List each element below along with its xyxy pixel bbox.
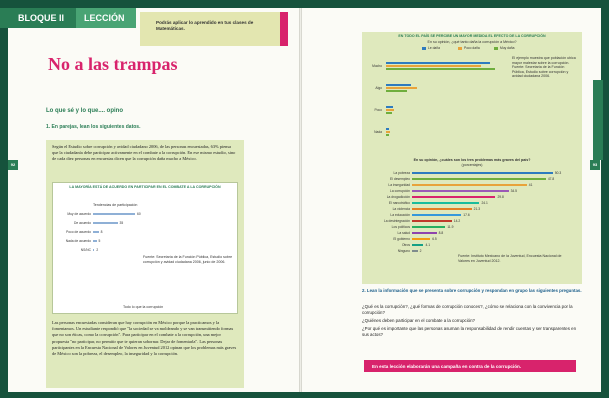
chart3-category-label: La salud <box>397 231 410 235</box>
chart2-bar <box>386 84 411 86</box>
chart3-value-label: 2 <box>419 249 422 253</box>
chart3-category-label: El gobierno <box>393 237 410 241</box>
chart2-bar <box>386 90 407 92</box>
chart3-bar <box>412 190 509 192</box>
chart3-category-label: La inseguridad <box>388 183 410 187</box>
chart1-category-label: Nada de acuerdo <box>65 239 91 243</box>
chart3-category-label: La violencia <box>392 207 410 211</box>
chart1-bar <box>93 231 99 233</box>
chart1-category-label: De acuerdo <box>73 221 91 225</box>
chart1-category-label: Muy de acuerdo <box>67 212 91 216</box>
chart3-value-label: 34.5 <box>510 189 518 193</box>
chart3-subtitle: (porcentajes) <box>461 163 483 167</box>
chart2-bar <box>386 109 394 111</box>
activity-instruction: 2. Lean la información que se presenta sobre corrupción y respondan en grupo las siguientes preguntas. <box>362 288 582 293</box>
chart2-legend-swatch <box>494 47 498 50</box>
chart1-category-label: Poco de acuerdo <box>66 230 91 234</box>
chart2-bar <box>386 68 495 70</box>
chart2-bar <box>386 131 390 133</box>
chart2-bar <box>386 134 389 136</box>
left-info-box <box>46 140 244 388</box>
chart1-value-label: 35 <box>119 221 124 225</box>
page-number-left: 92 <box>8 160 18 170</box>
chart3-value-label: 17.6 <box>463 213 470 217</box>
side-tab <box>593 80 603 160</box>
page-number-right: 93 <box>590 160 600 170</box>
chart1-value-label: 5 <box>98 239 101 243</box>
chart1-value-label: 8 <box>100 230 103 234</box>
leccion-label: LECCIÓN <box>76 8 136 28</box>
chart3-category-label: La educación <box>390 213 410 217</box>
instruction-text: 1. En parejas, lean los siguientes datos. <box>46 124 141 130</box>
chart3-category-label: La desintegración <box>383 219 410 223</box>
chart2-question: En su opinión, ¿qué tanto daña la corrupción a México? <box>427 40 517 44</box>
lesson-header <box>0 8 136 28</box>
chart2-category-label: Nada <box>374 130 382 134</box>
chart2-bar <box>386 112 392 114</box>
chart3-category-label: El narcotráfico <box>388 201 410 205</box>
chart3-category-label: El desempleo <box>390 177 410 181</box>
chart3-bar <box>412 184 527 186</box>
chart3-value-label: 6.5 <box>432 237 437 241</box>
chart3-bar <box>412 208 472 210</box>
footer-banner: En esta lección elaborarán una campaña en contra de la corrupción. <box>364 360 576 372</box>
chart3-category-label: Otros <box>401 243 410 247</box>
chart3-value-label: 4.1 <box>425 243 431 247</box>
chart3-bar <box>412 178 546 180</box>
page-title: No a las trampas <box>48 54 178 74</box>
chart2-legend-label: Le daña <box>428 46 440 50</box>
chart2-category-label: Mucho <box>372 64 382 68</box>
right-info-box <box>362 32 582 284</box>
chart2-note: El ejemplo muestra que población ubica mayor malestar sobre la corrupción. Fuente: Secretaría de la Función Pública, Estudio sobre corrupción y avidad ciudadana 2006. <box>512 56 576 79</box>
chart3-value-label: 21.3 <box>473 207 481 211</box>
chart1-footer: Todo lo que la corrupción <box>123 305 164 309</box>
chart2-bar <box>386 65 481 67</box>
chart3-category-label: La corrupción <box>390 189 410 193</box>
chart3-bar <box>412 250 418 252</box>
chart1-note: Fuente: Secretaría de la Función Pública, Estudio sobre corrupción y avidad ciudadana 2006, junio de 2006. <box>143 255 233 264</box>
chart2-bar <box>386 62 490 64</box>
chart1-frame <box>52 182 238 314</box>
intro-paragraph: Según el Estudio sobre corrupción y avidad ciudadano 2006, de las personas encuestadas, 63% piensa que la ciudadanía debe participar activamente en el combate a la corrupción. En ese mismo estudio, sino de cada diez personas en encuestas dicen que la corrupción daña mucho a México. <box>52 144 236 162</box>
chart1-value-label: 60 <box>137 212 141 216</box>
learning-goal-text: Podrás aplicar lo aprendido en tus clases de Matemáticas. <box>156 20 254 31</box>
body-paragraph: Las personas encuestadas consideran que hay corrupción en México porque la practicamos y la fomentamos. Un estudiante respondió que "la sociedad se va moldeando y se van transmitiendo formas que no son éticas, como la corrupción". Para participar en el combate a la corrupción, una mejor propuesta "no participar, no permitir que te quieran sobornar. Dejar de fomentarla". Las personas participantes en la Encuesta Nacional de Valores en Juventud 2012 opinan que los problemas más graves de México son la pobreza, el desempleo, la inseguridad y la corrupción. <box>52 320 237 357</box>
bloque-label: BLOQUE II <box>0 8 76 28</box>
chart1-category-label: NS/NC <box>80 248 91 252</box>
chart3-category-label: La drogadicción <box>386 195 410 199</box>
question-1: ¿Qué es la corrupción?, ¿qué formas de corrupción conoces?, ¿cómo se relaciona con la convivencia por la corrupción? <box>362 304 573 315</box>
chart3-bar <box>412 172 553 174</box>
chart1-bar <box>93 240 97 242</box>
chart1-title: LA MAYORÍA ESTÁ DE ACUERDO EN PARTICIPAR EN EL COMBATE A LA CORRUPCIÓN <box>69 185 221 189</box>
chart3-bar <box>412 196 495 198</box>
chart2-bar <box>386 106 393 108</box>
chart3-bar <box>412 238 430 240</box>
chart3-bar <box>412 214 461 216</box>
section-heading: Lo que sé y lo que.... opino <box>46 108 124 114</box>
chart3-bar <box>412 244 423 246</box>
chart3-category-label: Ninguno <box>397 249 410 253</box>
chart3-note: Fuente: Instituto Mexicano de la Juventud, Encuesta Nacional de Valores en Juventud 2012. <box>458 254 562 263</box>
chart3-bar <box>412 232 437 234</box>
chart3-value-label: 41 <box>528 183 533 187</box>
chart3-bar <box>412 226 445 228</box>
chart2-title: EN TODO EL PAÍS SE PERCIBE UN MAYOR MEDIDA EL EFECTO DE LA CORRUPCIÓN <box>398 34 546 38</box>
chart1-bar <box>93 222 118 224</box>
chart3-value-label: 47.8 <box>547 177 555 181</box>
learning-goal-box <box>140 12 288 46</box>
chart2-legend-label: Poco daña <box>464 46 480 50</box>
chart3-category-label: Los políticos <box>391 225 410 229</box>
chart2-category-label: Poco <box>374 108 382 112</box>
chart2-legend-swatch <box>422 47 426 50</box>
chart2-category-label: Algo <box>375 86 382 90</box>
chart3-value-label: 24.1 <box>481 201 488 205</box>
chart1-bar <box>93 213 135 215</box>
chart3-category-label: La pobreza <box>393 171 410 175</box>
chart1-value-label: 2 <box>96 248 99 252</box>
chart3-value-label: 14.2 <box>453 219 461 223</box>
chart3-value-label: 50.3 <box>554 171 562 175</box>
chart2-bar <box>386 87 417 89</box>
question-2: ¿Quiénes deben participar en el combate a la corrupción? <box>362 318 476 323</box>
chart3-value-label: 11.9 <box>447 225 454 229</box>
chart2-bar <box>386 128 389 130</box>
question-3: ¿Por qué es importante que las personas asuman la responsabilidad de rendir cuentas y ser transparentes en sus actos? <box>362 326 577 337</box>
chart3-bar <box>412 202 479 204</box>
chart3-bar <box>412 220 452 222</box>
chart2-legend-swatch <box>458 47 462 50</box>
chart2-legend-label: Muy daña <box>500 46 515 50</box>
book-gutter <box>299 8 302 392</box>
chart1-subtitle: Tendencias de participación <box>93 203 138 207</box>
chart3-title: En su opinión, ¿cuáles son los tres problemas más graves del país? <box>413 158 531 162</box>
chart3-value-label: 8.8 <box>438 231 444 235</box>
chart3-value-label: 29.8 <box>497 195 504 199</box>
chart1-bar <box>93 249 94 251</box>
